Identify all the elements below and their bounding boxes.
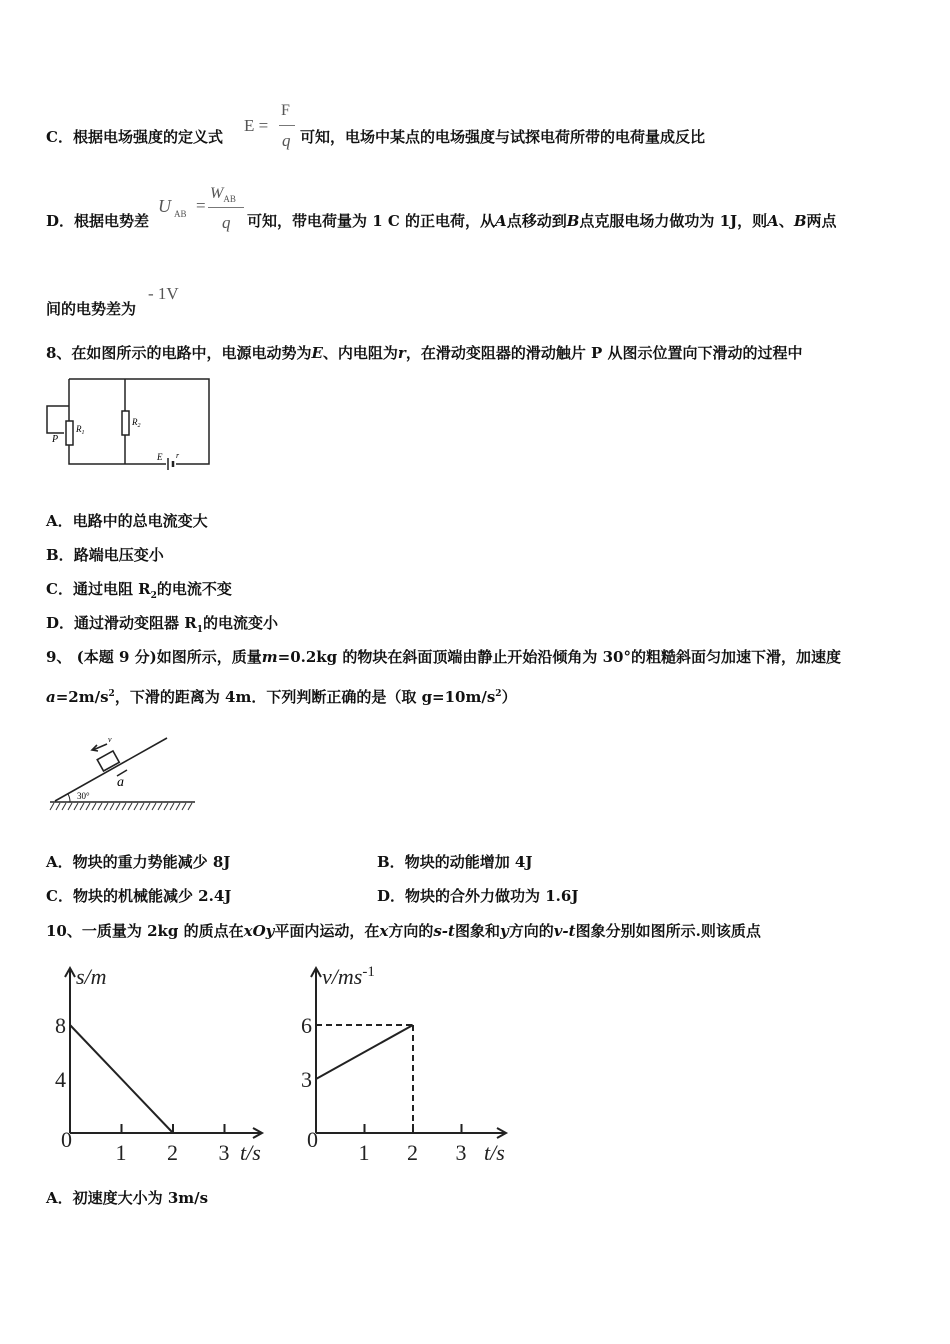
t: m (261, 648, 278, 666)
t: 平面内运动，在 (274, 922, 380, 940)
y-axis-label-sup: -1 (362, 964, 375, 980)
t: ，在滑动变阻器的滑动触片 P 从图示位置向下滑动的过程中 (405, 344, 803, 362)
t: xOy (243, 922, 275, 940)
label-a: a (117, 775, 124, 790)
t: 两点 (806, 212, 837, 230)
t: v-t (553, 922, 576, 940)
x-tick-label: 1 (358, 1140, 370, 1165)
formula-e-lhs: E = (244, 116, 269, 135)
t: 通过电阻 R (72, 580, 151, 598)
t: 点克服电场力做功为 1J，则 (579, 212, 768, 230)
y-axis-label: s/m (76, 964, 107, 989)
t: ，下滑的距离为 4m．下列判断正确的是（取 g=10m/s (114, 688, 496, 706)
y-tick-label: 3 (301, 1067, 312, 1092)
formula-e-den: q (282, 131, 291, 150)
t: 方向的 (388, 922, 434, 940)
t: C． (46, 887, 73, 905)
t: 物块的机械能减少 2.4J (72, 887, 232, 905)
t: r (397, 344, 406, 362)
t: B． (46, 546, 74, 564)
t: A． (46, 1189, 73, 1207)
origin-label: 0 (307, 1127, 318, 1152)
label-p: P (52, 434, 59, 445)
t: 的电流不变 (156, 580, 232, 598)
label-angle: 30° (77, 791, 90, 801)
t: B． (377, 853, 405, 871)
t: B (793, 212, 807, 230)
option-label: C． (46, 128, 73, 146)
u-sub: AB (174, 209, 187, 219)
t: 图象和 (454, 922, 500, 940)
t: 路端电压变小 (73, 546, 164, 564)
formula-q: q (222, 213, 231, 232)
label-r: r (176, 451, 180, 460)
x-tick-label: 1 (115, 1140, 127, 1165)
t: 电路中的总电流变大 (72, 512, 208, 530)
t: 方向的 (508, 922, 554, 940)
y-tick-label: 8 (55, 1013, 66, 1038)
t: 2 (495, 689, 502, 699)
x-tick-label: 2 (407, 1140, 418, 1165)
t: E (311, 344, 323, 362)
t: 2 (137, 423, 141, 429)
t: 可知，带电荷量为 1 C 的正电荷，从 (247, 212, 496, 230)
t: R (76, 424, 82, 434)
t: y (499, 922, 509, 940)
t: D． (377, 887, 406, 905)
q7-option-c-rest: 可知，电场中某点的电场强度与试探电荷所带的电荷量成反比 (300, 128, 706, 146)
t: ） (501, 688, 517, 706)
t: 物块的合外力做功为 1.6J (405, 887, 579, 905)
t: 2 (108, 689, 115, 699)
y-axis-label: $v/ms^{-1}$ (322, 964, 375, 989)
t: 的电流变小 (202, 614, 278, 632)
u: U (158, 196, 171, 216)
q7-option-d-line2: 间的电势差为 (46, 300, 137, 318)
y-tick-label: 4 (55, 1067, 66, 1092)
t: 8、在如图所示的电路中，电源电动势为 (46, 344, 312, 362)
option-label: D． (46, 212, 75, 230)
t: 2 (150, 591, 157, 601)
t: s-t (433, 922, 455, 940)
option-text: 根据电势差 (74, 212, 150, 230)
t: x (379, 922, 389, 940)
t: =2m/s (55, 688, 109, 706)
x-tick-label: 3 (218, 1140, 230, 1165)
t: A． (46, 853, 73, 871)
t: A． (46, 512, 73, 530)
t: 点移动到 (506, 212, 567, 230)
x-axis-label: t/s (484, 1140, 505, 1165)
y-tick-label: 6 (301, 1013, 312, 1038)
t: 、 (778, 212, 794, 230)
t: 通过滑动变阻器 R (74, 614, 197, 632)
t: 初速度大小为 3m/s (72, 1189, 209, 1207)
t: A (767, 212, 779, 230)
t: 9、 (本题 9 分)如图所示，质量 (46, 648, 262, 666)
w: W (210, 185, 224, 202)
t: 、内电阻为 (322, 344, 398, 362)
formula-eq: = (196, 196, 206, 215)
origin-label: 0 (61, 1127, 72, 1152)
t: a (46, 688, 56, 706)
x-tick-label: 3 (455, 1140, 467, 1165)
option-text: 根据电场强度的定义式 (72, 128, 223, 146)
potential-difference-value: - 1V (148, 284, 179, 303)
series-line-v-t (316, 1025, 413, 1079)
t: 1 (196, 625, 203, 635)
x-tick-label: 2 (167, 1140, 178, 1165)
t: 物块的重力势能减少 8J (72, 853, 231, 871)
x-axis-label: t/s (240, 1140, 261, 1165)
q10-option-a (46, 1188, 208, 1208)
t: =0.2kg 的物块在斜面顶端由静止开始沿倾角为 30°的粗糙斜面匀加速下滑，加速度 (277, 648, 841, 666)
w-sub: AB (223, 194, 236, 204)
t: 1 (81, 430, 85, 436)
t: A (495, 212, 507, 230)
t: D． (46, 614, 75, 632)
formula-e-num: F (281, 102, 290, 119)
t: C． (46, 580, 73, 598)
t: B (566, 212, 580, 230)
t: 10、一质量为 2kg 的质点在 (46, 922, 244, 940)
t: 物块的动能增加 4J (404, 853, 533, 871)
t: R (132, 417, 138, 427)
t: 图象分别如图所示.则该质点 (575, 922, 761, 940)
label-e: E (157, 452, 163, 462)
label-v: v (108, 735, 112, 744)
